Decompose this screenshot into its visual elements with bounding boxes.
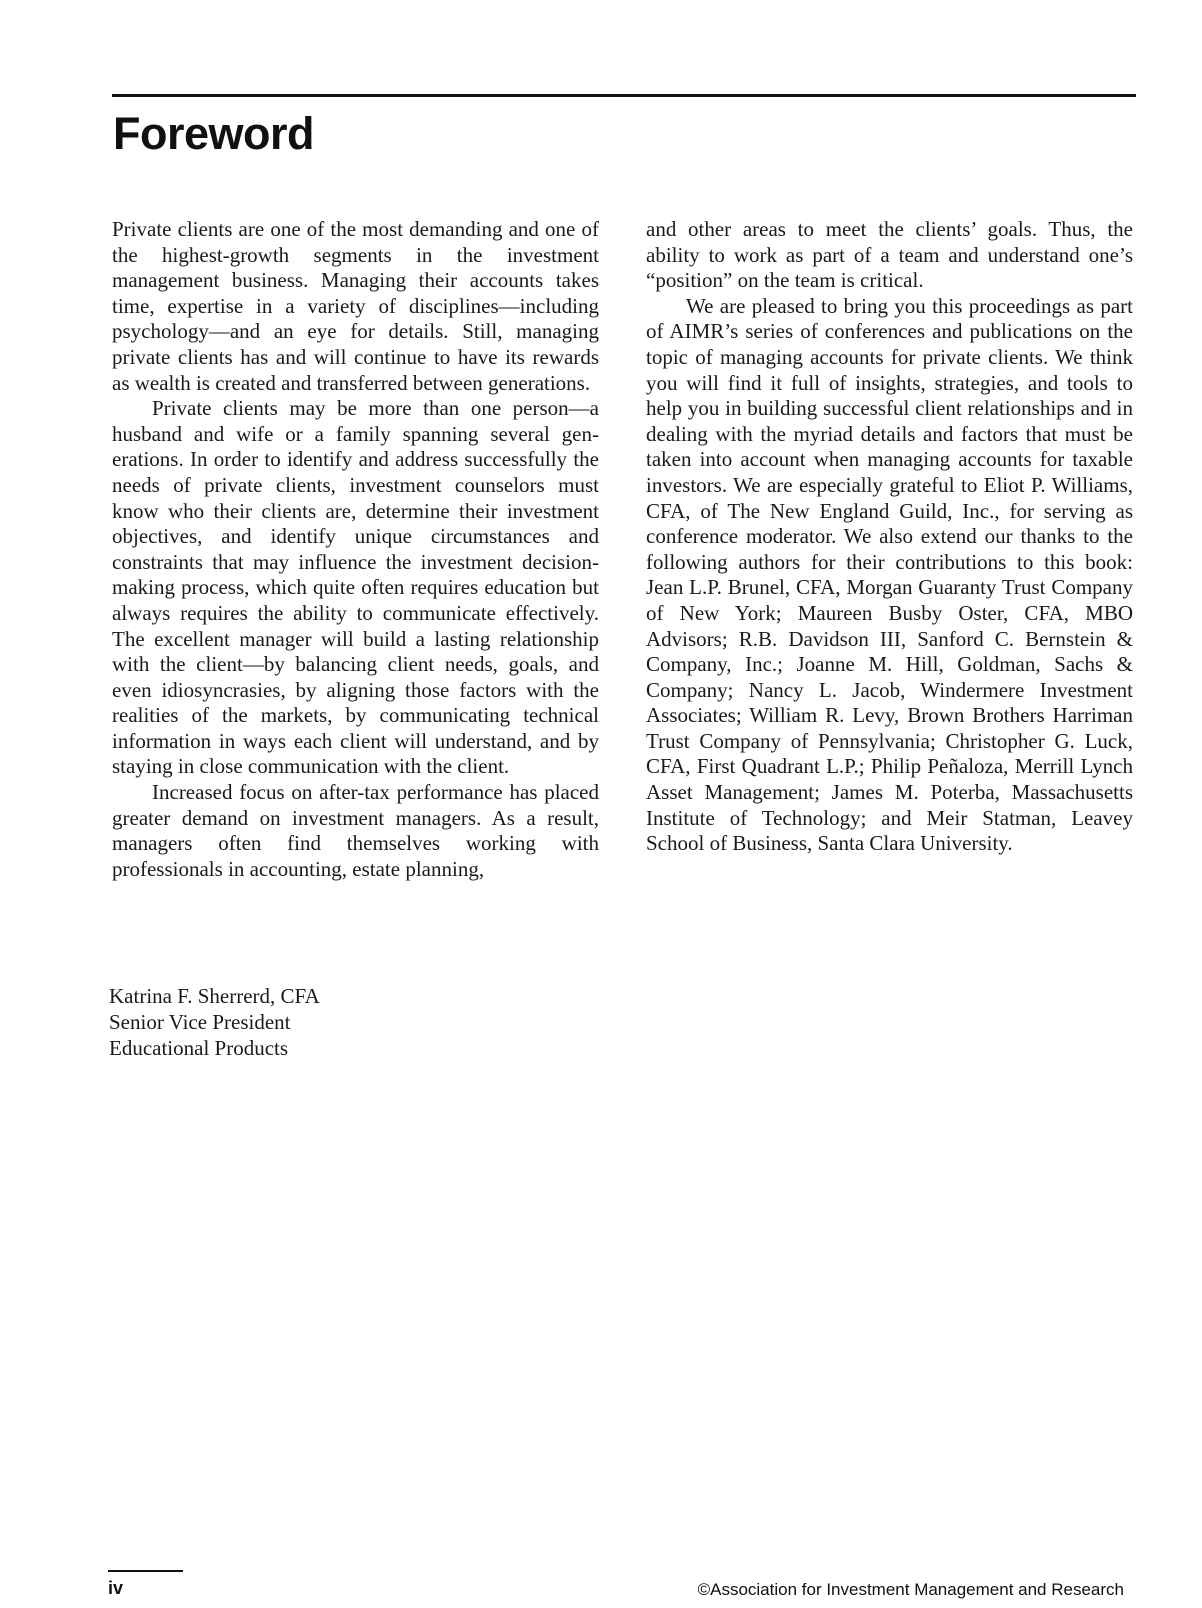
body-paragraph: We are pleased to bring you this proceedings as part of AIMR’s series of conferences and publications on the topic of managing accounts for private clients. We think you will find it full of insights, strategies, and tools to help you in building successful client relationships and in dealing with the myriad details and factors that must be taken into account when managing accounts for taxable investors. We are especially grateful to Eliot P. Williams, CFA, of The New England Guild, Inc., for serving as conference moderator. We also extend our thanks to the following authors for their contributions to this book: Jean L.P. Brunel, CFA, Morgan Guaranty Trust Company of New York; Maureen Busby Oster, CFA, MBO Advisors; R.B. Davidson III, Sanford C. Bernstein & Company, Inc.; Joanne M. Hill, Goldman, Sachs & Company; Nancy L. Jacob, Windermere Investment Associates; William R. Levy, Brown Brothers Harriman Trust Company of Pennsylvania; Christopher G. Luck, CFA, First Quadrant L.P.; Philip Peñaloza, Merrill Lynch Asset Management; James M. Poterba, Massachusetts Institute of Technology; and Meir Statman, Leavey School of Business, Santa Clara University. (646, 293, 1133, 856)
copyright-notice: ©Association for Investment Management and Research (697, 1580, 1124, 1599)
header-rule (112, 94, 1136, 97)
signature-name: Katrina F. Sherrerd, CFA (109, 984, 320, 1008)
body-paragraph: Private clients may be more than one person—a husband and wife or a family spanning several generations. In order to identify and address successfully the needs of private clients, investment counselors must know who their clients are, determine their investment objectives, and identify unique circumstances and constraints that may influence the investment decision-making process, which quite often requires education but always requires the ability to communicate effectively. The excellent manager will build a lasting relationship with the client—by balancing client needs, goals, and even idiosyncrasies, by aligning those factors with the realities of the markets, by communicating technical information in ways each client will understand, and by staying in close communication with the client. (112, 396, 599, 779)
body-paragraph: Increased focus on after-tax performance has placed greater demand on investment managers. As a result, managers often find themselves working with professionals in accounting, estate planning, (112, 780, 599, 881)
page-title: Foreword (113, 108, 315, 159)
body-column-right (646, 217, 1133, 857)
body-paragraph: Private clients are one of the most demanding and one of the highest-growth segments in the investment management business. Managing their accounts takes time, expertise in a variety of disciplines—including psychology—and an eye for details. Still, managing private clients has and will continue to have its rewards as wealth is created and transferred between generations. (112, 217, 599, 395)
signature-block (109, 983, 320, 1061)
body-column-left (112, 217, 599, 882)
signature-department: Educational Products (109, 1036, 289, 1060)
signature-role: Senior Vice President (109, 1010, 291, 1034)
footer-rule (108, 1570, 183, 1572)
body-paragraph: and other areas to meet the clients’ goals. Thus, the ability to work as part of a team and understand one’s “position” on the team is critical. (646, 217, 1133, 293)
page-number: iv (108, 1578, 124, 1598)
